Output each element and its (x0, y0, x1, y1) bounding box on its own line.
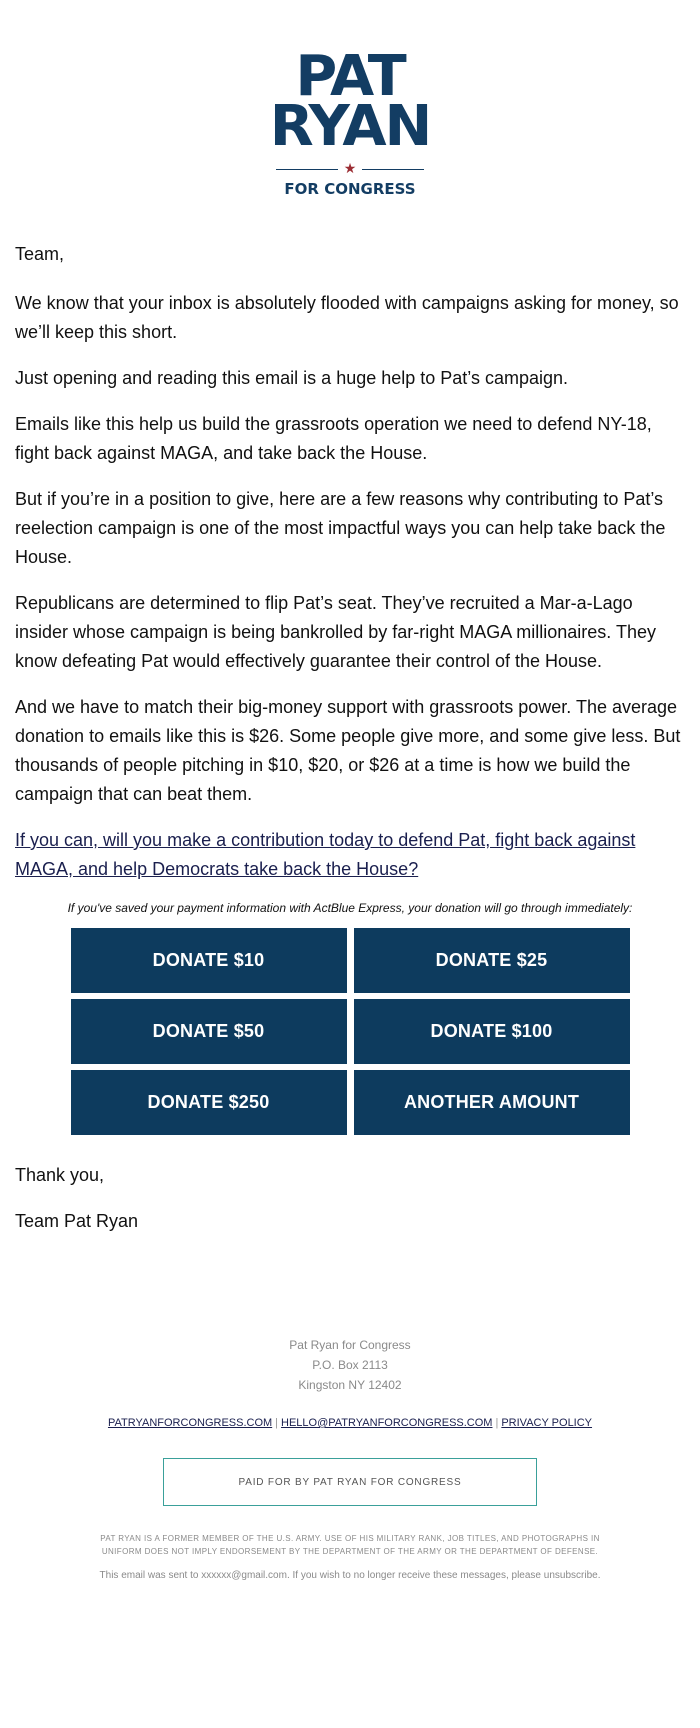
website-link[interactable]: PATRYANFORCONGRESS.COM (107, 1417, 273, 1429)
privacy-policy-link[interactable]: PRIVACY POLICY (501, 1417, 593, 1429)
email-link[interactable]: HELLO@PATRYANFORCONGRESS.COM (281, 1417, 493, 1429)
paragraph-1: We know that your inbox is absolutely flooded with campaigns asking for money, so we’ll keep this short. (15, 293, 679, 342)
contribution-link[interactable]: If you can, will you make a contribution today to defend Pat, fight back against MAGA, and help Democrats take back the House? (15, 830, 636, 879)
ask-paragraph (15, 826, 685, 884)
logo-name-line2: RYAN (269, 94, 431, 159)
logo-subtitle: FOR CONGRESS (284, 180, 416, 198)
paragraph-4: But if you’re in a position to give, here are a few reasons why contributing to Pat’s reelection campaign is one of the most impactful ways you can help take back the House. (15, 489, 666, 567)
link-separator: | (275, 1417, 279, 1429)
donate-50-button[interactable]: DONATE $50 (71, 999, 347, 1064)
another-amount-button[interactable]: ANOTHER AMOUNT (354, 1070, 630, 1135)
greeting: Team, (15, 244, 65, 264)
sent-to-text: This email was sent to xxxxxx@gmail.com. If you wish to no longer receive these messages, please (99, 1570, 544, 1581)
campaign-logo (0, 0, 700, 198)
donate-250-button[interactable]: DONATE $250 (71, 1070, 347, 1135)
email-body (0, 240, 700, 884)
sent-to-notice (0, 1570, 700, 1581)
donate-25-button[interactable]: DONATE $25 (354, 928, 630, 993)
paid-for-box: PAID FOR BY PAT RYAN FOR CONGRESS (163, 1458, 537, 1506)
military-disclaimer: PAT RYAN IS A FORMER MEMBER OF THE U.S. ARMY. USE OF HIS MILITARY RANK, JOB TITLES, AND PHOTOGRAPHS IN UNIFORM DOES NOT IMPLY ENDORSEMENT BY THE DEPARTMENT OF THE ARMY OR THE DEPARTMENT OF DEFENSE. (100, 1534, 600, 1556)
logo-divider (276, 162, 424, 176)
paragraph-5: Republicans are determined to flip Pat’s seat. They’ve recruited a Mar-a-Lago insider whose campaign is being bankrolled by far-right MAGA millionaires. They know defeating Pat would effectively guarantee their control of the House. (15, 593, 656, 671)
footer-po-box: P.O. Box 2113 (312, 1358, 388, 1372)
footer-links (0, 1417, 700, 1429)
link-separator: | (495, 1417, 499, 1429)
thanks-line: Thank you, (15, 1165, 105, 1185)
actblue-express-note: If you've saved your payment information with ActBlue Express, your donation will go through immediately: (67, 901, 633, 915)
star-icon: ★ (343, 160, 357, 176)
unsubscribe-link[interactable]: unsubscribe (543, 1570, 598, 1581)
donate-10-button[interactable]: DONATE $10 (71, 928, 347, 993)
paragraph-2: Just opening and reading this email is a huge help to Pat’s campaign. (15, 368, 569, 388)
paragraph-3: Emails like this help us build the grassroots operation we need to defend NY-18, fight back against MAGA, and take back the House. (15, 414, 652, 463)
email-footer (0, 1335, 700, 1581)
donate-button-grid (71, 928, 630, 1135)
paragraph-6: And we have to match their big-money support with grassroots power. The average donation to emails like this is $26. Some people give more, and some give less. But thousands of people pitching in $10, $20, or $26 at a time is how we build the campaign that can beat them. (15, 697, 681, 804)
footer-org: Pat Ryan for Congress (289, 1338, 411, 1352)
signoff (0, 1161, 700, 1236)
logo-name-line1: PAT (295, 44, 405, 109)
sent-to-suffix: . (597, 1570, 601, 1581)
footer-city: Kingston NY 12402 (298, 1378, 402, 1392)
donate-100-button[interactable]: DONATE $100 (354, 999, 630, 1064)
signature: Team Pat Ryan (15, 1211, 139, 1231)
